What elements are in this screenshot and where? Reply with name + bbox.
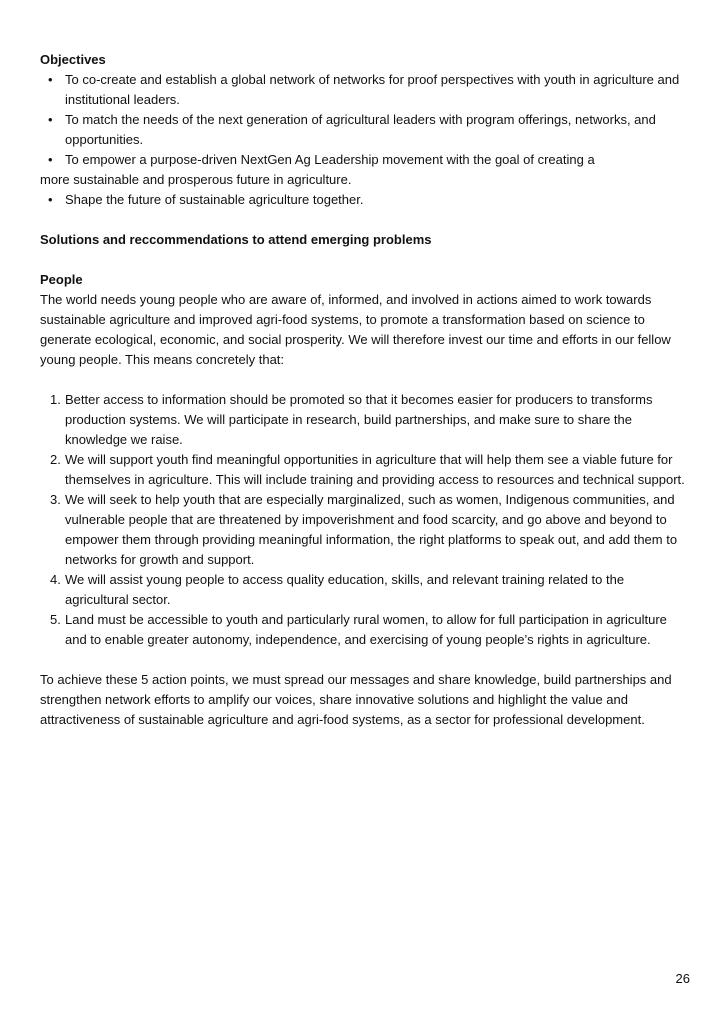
list-item: • Shape the future of sustainable agriculture together.: [40, 190, 690, 210]
action-number: 4.: [50, 572, 61, 587]
action-number: 5.: [50, 612, 61, 627]
action-item: [40, 570, 690, 610]
action-text: We will seek to help youth that are especially marginalized, such as women, Indigenous communities, and vulnerable people that are threatened by impoverishment and food scarcity, and go above and beyond to empower them through providing meaningful information, the right platforms to speak out, and add them to networks for growth and support.: [65, 492, 678, 567]
people-heading: People: [40, 272, 83, 287]
page-number: 26: [675, 971, 690, 986]
action-item: [40, 390, 690, 450]
objectives-heading: Objectives: [40, 52, 106, 67]
closing-paragraph: To achieve these 5 action points, we must spread our messages and share knowledge, build partnerships and strengthen network efforts to amplify our voices, share innovative solutions and highlight the value and attractiveness of sustainable agriculture and agri-food systems, as a sector for professional development.: [40, 672, 672, 727]
list-item: • To empower a purpose-driven NextGen Ag Leadership movement with the goal of creating a: [40, 150, 690, 170]
action-item: [40, 450, 690, 490]
objectives-list-end: [40, 190, 690, 210]
action-text: We will assist young people to access quality education, skills, and relevant training related to the agricultural sector.: [65, 572, 625, 607]
solutions-heading: Solutions and reccommendations to attend emerging problems: [40, 232, 432, 247]
action-number: 3.: [50, 492, 61, 507]
action-text: Land must be accessible to youth and particularly rural women, to allow for full participation in agriculture and to enable greater autonomy, independence, and exercising of young people’s rights in agriculture.: [65, 612, 667, 647]
action-text: Better access to information should be promoted so that it becomes easier for producers to transforms production systems. We will participate in research, build partnerships, and make sure to share the knowledge we raise.: [65, 392, 653, 447]
page-content: [40, 50, 690, 730]
list-item: • To co-create and establish a global network of networks for proof perspectives with youth in agriculture and institutional leaders.: [40, 70, 690, 110]
action-number: 1.: [50, 392, 61, 407]
list-item: • To match the needs of the next generation of agricultural leaders with program offerings, networks, and opportunities.: [40, 110, 690, 150]
action-number: 2.: [50, 452, 61, 467]
action-item: [40, 490, 690, 570]
action-list: [40, 390, 690, 650]
list-item-continuation: more sustainable and prosperous future in agriculture.: [40, 172, 352, 187]
action-item: [40, 610, 690, 650]
action-text: We will support youth find meaningful opportunities in agriculture that will help them see a viable future for themselves in agriculture. This will include training and providing access to resources and technical support.: [65, 452, 685, 487]
objectives-list: [40, 70, 690, 150]
people-intro: The world needs young people who are aware of, informed, and involved in actions aimed to work towards sustainable agriculture and improved agri-food systems, to promote a transformation based on science to generate ecological, economic, and social prosperity. We will therefore invest our time and efforts in our fellow young people. This means concretely that:: [40, 292, 671, 367]
